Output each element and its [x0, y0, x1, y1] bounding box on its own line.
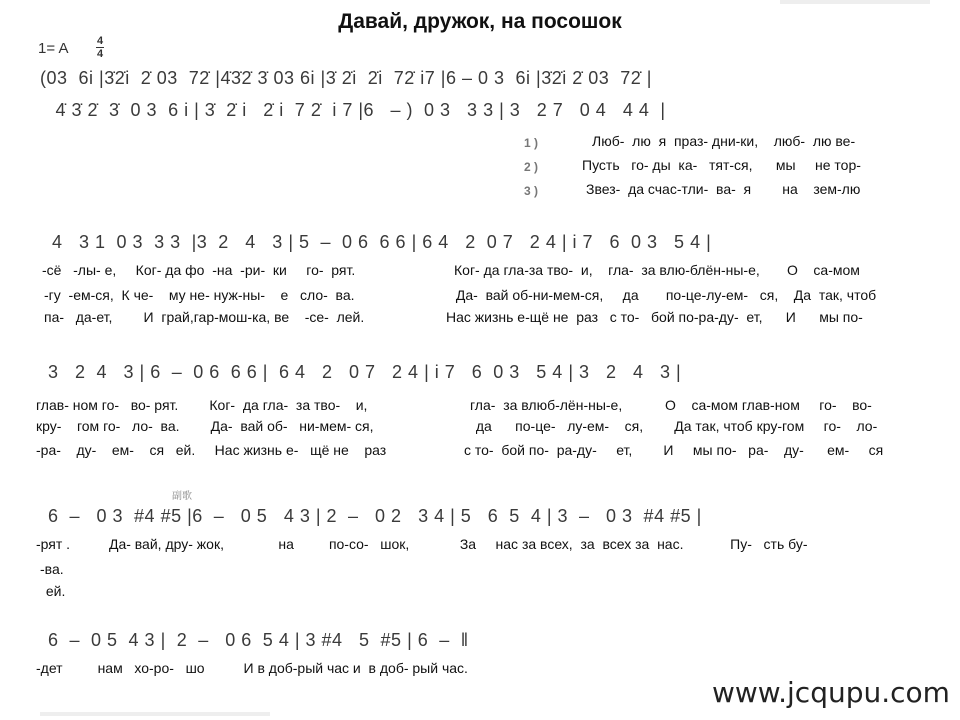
lyric-line: глав- ном го- во- рят. Ког- да гла- за тво- и, [36, 397, 368, 413]
lyric-line: -дет нам хо-ро- шо И в доб-рый час и в доб- рый час. [36, 660, 468, 676]
notation-row-6: 6 – 0 5 4 3 | 2 – 0 6 5 4 | 3 #4 5 #5 | 6 – ‖ [48, 630, 469, 650]
faint-footer-text [40, 712, 270, 716]
time-signature-bottom: 4 [96, 48, 104, 60]
lyric-line: -ва. [40, 561, 64, 577]
notation-row-1: (03 6i |3̇2̇i 2̇ 03 72̇ |4̇3̇2̇ 3̇ 03 6i |3̇ 2̇i 2̇i 72̇ i7 |6 – 0 3 6i |3̇2̇i 2̇ 03 72̇ | [40, 68, 652, 88]
lyric-line: Люб- лю я праз- дни-ки, люб- лю ве- [592, 133, 856, 149]
notation-row-3: 4 3 1 0 3 3 3 |3 2 4 3 | 5 – 0 6 6 6 | 6 4 2 0 7 2 4 | i 7 6 0 3 5 4 | [52, 232, 712, 252]
lyric-line: -рят . Да- вай, дру- жок, на по-со- шок, За нас за всех, за всех за нас. Пу- сть бу- [36, 536, 808, 552]
chorus-marker: 副歌 [172, 491, 192, 502]
verse-number-3: 3 ) [524, 184, 539, 198]
verse-number-2: 2 ) [524, 160, 539, 174]
lyric-line: с то- бой по- ра-ду- ет, И мы по- ра- ду- ем- ся [464, 442, 884, 458]
lyric-line: Ког- да гла-за тво- и, гла- за влю-блён-ны-е, О са-мом [454, 262, 860, 278]
lyric-line: гла- за влюб-лён-ны-е, О са-мом глав-ном го- во- [470, 397, 872, 413]
lyric-line: Нас жизнь е-щё не раз с то- бой по-ра-ду- ет, И мы по- [446, 309, 863, 325]
lyric-line: ей. [42, 583, 66, 599]
lyric-line: Звез- да счас-тли- ва- я на зем-лю [586, 181, 861, 197]
lyric-line: -сё -лы- е, Ког- да фо -на -ри- ки го- рят. [42, 262, 356, 278]
lyric-line: Пусть го- ды ка- тят-ся, мы не тор- [582, 157, 861, 173]
time-signature-top: 4 [96, 35, 104, 47]
notation-row-4: 3 2 4 3 | 6 – 0 6 6 6 | 6 4 2 0 7 2 4 | i 7 6 0 3 5 4 | 3 2 4 3 | [48, 362, 682, 382]
lyric-line: кру- гом го- ло- ва. Да- вай об- ни-мем- ся, [36, 418, 374, 434]
song-title: Давай, дружок, на посошок [338, 10, 622, 33]
faint-header-text [780, 0, 930, 4]
lyric-line: -ра- ду- ем- ся ей. Нас жизнь е- щё не раз [36, 442, 387, 458]
notation-row-5: 6 – 0 3 #4 #5 |6 – 0 5 4 3 | 2 – 0 2 3 4 | 5 6 5 4 | 3 – 0 3 #4 #5 | [48, 506, 702, 526]
lyric-line: да по-це- лу-ем- ся, Да так, чтоб кру-гом го- ло- [472, 418, 878, 434]
time-signature [96, 36, 104, 59]
lyric-line: па- да-ет, И грай,гар-мош-ка, ве -се- лей. [44, 309, 365, 325]
site-watermark: www.jcqupu.com [712, 676, 950, 709]
lyric-line: -гу -ем-ся, К че- му не- нуж-ны- е сло- ва. [44, 287, 355, 303]
notation-row-2: 4̇ 3̇ 2̇ 3̇ 0 3 6 i | 3̇ 2̇ i 2̇ i 7 2̇ i 7 |6 – ) 0 3 3 3 | 3 2 7 0 4 4 4 | [50, 100, 666, 120]
key-signature: 1= A [38, 40, 69, 57]
verse-number-1: 1 ) [524, 136, 539, 150]
lyric-line: Да- вай об-ни-мем-ся, да по-це-лу-ем- ся, Да так, чтоб [452, 287, 877, 303]
